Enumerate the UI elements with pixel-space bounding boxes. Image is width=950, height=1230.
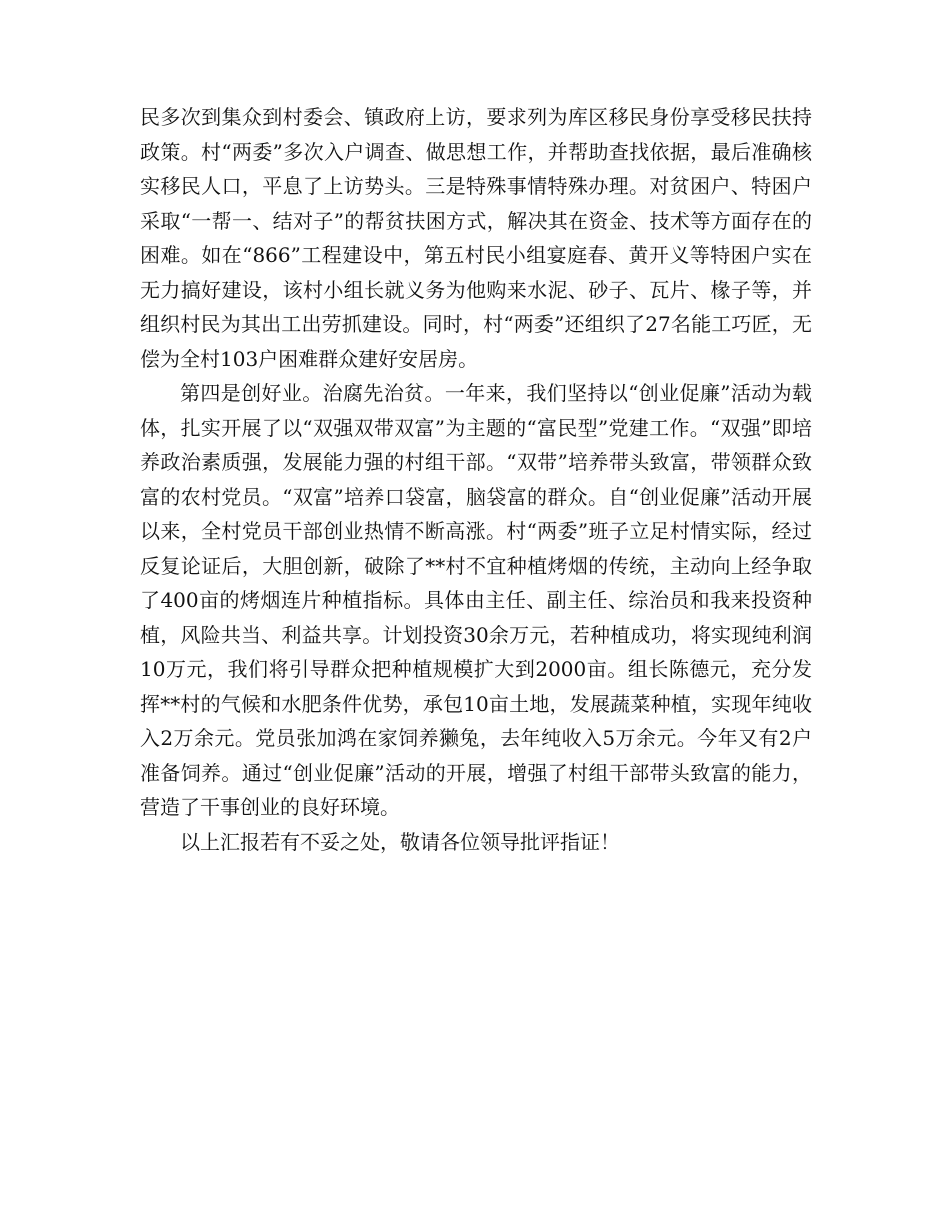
paragraph-body-continued: 民多次到集众到村委会、镇政府上访，要求列为库区移民身份享受移民扶持政策。村“两委”多次入户调查、做思想工作，并帮助查找依据，最后准确核实移民人口，平息了上访势头。三是特殊事情特殊办理。对贫困户、特困户采取“一帮一、结对子”的帮贫扶困方式，解决其在资金、技术等方面存在的困难。如在“866”工程建设中，第五村民小组宴庭春、黄开义等特困户实在无力搞好建设，该村小组长就义务为他购来水泥、砂子、瓦片、椽子等，并组织村民为其出工出劳抓建设。同时，村“两委”还组织了27名能工巧匠，无偿为全村103户困难群众建好安居房。 <box>140 105 812 371</box>
document-page <box>140 100 812 859</box>
paragraph-fourth-point: 第四是创好业。治腐先治贫。一年来，我们坚持以“创业促廉”活动为载体，扎实开展了以“双强双带双富”为主题的“富民型”党建工作。“双强”即培养政治素质强，发展能力强的村组干部。“双带”培养带头致富，带领群众致富的农村党员。“双富”培养口袋富，脑袋富的群众。自“创业促廉”活动开展以来，全村党员干部创业热情不断高涨。村“两委”班子立足村情实际，经过反复论证后，大胆创新，破除了**村不宜种植烤烟的传统，主动向上经争取了400亩的烤烟连片种植指标。具体由主任、副主任、综治员和我来投资种植，风险共当、利益共享。计划投资30余万元，若种植成功，将实现纯利润10万元，我们将引导群众把种植规模扩大到2000亩。组长陈德元，充分发挥**村的气候和水肥条件优势，承包10亩土地，发展蔬菜种植，实现年纯收入2万余元。党员张加鸿在家饲养獭兔，去年纯收入5万余元。今年又有2户准备饲养。通过“创业促廉”活动的开展，增强了村组干部带头致富的能力，营造了干事创业的良好环境。 <box>140 381 812 819</box>
paragraph-closing: 以上汇报若有不妥之处，敬请各位领导批评指证！ <box>180 829 620 854</box>
